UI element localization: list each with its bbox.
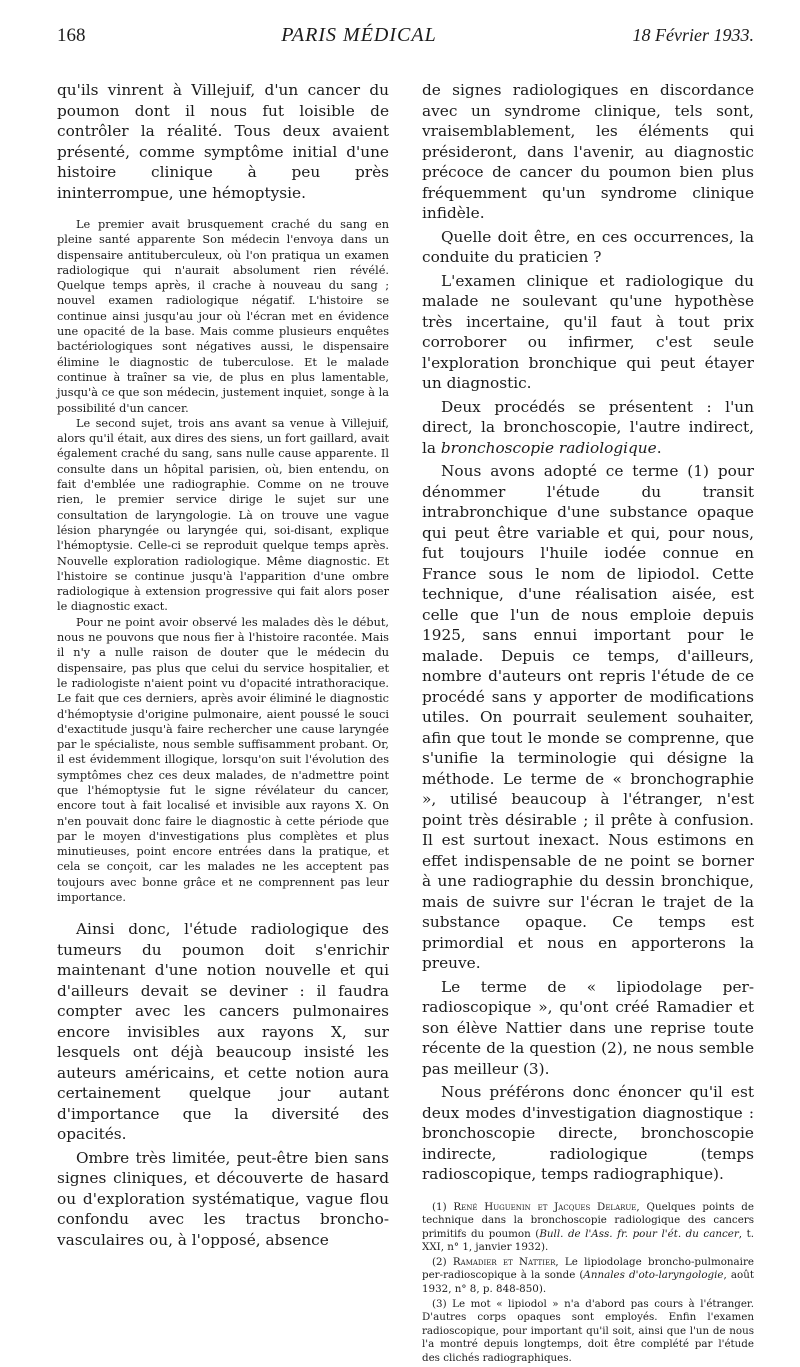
footnote: (3) Le mot « lipiodol » n'a d'abord pas cours à l'étranger. D'autres corps opaques sont employés. Enfin l'examen radioscopique, pour important qu'il soit, ainsi que l'un de nous l'a montré depuis longtemps, doit être complété par l'étude des clichés radiographiques. (422, 1297, 754, 1365)
page-header (57, 24, 754, 68)
left-column (57, 80, 389, 1367)
case-paragraph: Pour ne point avoir observé les malades dès le début, nous ne pouvons que nous fier à l'histoire racontée. Mais il n'y a nulle raison de douter que le médecin du dispensaire, pas plus que celui du service hospitalier, et le radiologiste n'aient point vu d'opacité intrathoracique. Le fait que ces derniers, après avoir éliminé le diagnostic d'hémoptysie d'origine pulmonaire, aient poussé le souci d'exactitude jusqu'à faire rechercher une cause laryngée par le spécialiste, nous semble suffisamment probant. Or, il est évidemment illogique, lorsqu'on suit l'évolution des symptômes chez ces deux malades, de n'admettre point que l'hémoptysie fut le signe révélateur du cancer, encore tout à fait localisé et invisible aux rayons X. On n'en pouvait donc faire le diagnostic à cette période que par le moyen d'investigations plus complètes et plus minutieuses, point encore entrées dans la pratique, et cela se conçoit, car les malades ne les acceptent pas toujours avec bonne grâce et ne comprennent pas leur importance. (57, 615, 389, 905)
italic-term: bronchoscopie radiologique (440, 438, 657, 457)
paragraph: de signes radiologiques en discordance avec un syndrome clinique, tels sont, vraisemblablement, les éléments qui présideront, dans l'avenir, au diagnostic précoce de cancer du poumon bien plus fréquemment qu'un syndrome clinique infidèle. (422, 81, 754, 222)
case-paragraph: Le second sujet, trois ans avant sa venue à Villejuif, alors qu'il était, aux dires des siens, un fort gaillard, avait également craché du sang, sans nulle cause apparente. Il consulte dans un hôpital parisien, où, bien entendu, on fait d'emblée une radiographie. Comme on ne trouve rien, le premier service dirige le sujet sur une consultation de laryngologie. Là on trouve une vague lésion pharyngée ou laryngée qui, soi-disant, explique l'hémoptysie. Celle-ci se reproduit quelque temps après. Nouvelle exploration radiologique. Même diagnostic. Et l'histoire se continue jusqu'à l'apparition d'une ombre radiologique à extension progressive qui fait alors poser le diagnostic exact. (57, 416, 389, 614)
footnote: (2) Ramadier et Nattier, Le lipiodolage broncho-pulmonaire per-radioscopique à la sonde (Annales d'oto-laryngologie, août 1932, n° 8, p. 848-850). (422, 1255, 754, 1296)
paragraph: Ombre très limitée, peut-être bien sans signes cliniques, et découverte de hasard ou d'exploration systématique, vague flou confondu avec les tractus broncho-vasculaires ou, à l'opposé, absence (57, 1148, 389, 1249)
case-reports (57, 217, 389, 905)
paragraph: L'examen clinique et radiologique du malade ne soulevant qu'une hypothèse très incertaine, qu'il faut à tout prix corroborer ou infirmer, c'est seule l'exploration bronchique qui peut étayer un diagnostic. (422, 271, 754, 392)
paragraph: Deux procédés se présentent : l'un direct, la bronchoscopie, l'autre indirect, la bronchoscopie radiologique. (422, 397, 754, 457)
right-column (422, 80, 754, 1367)
paragraph: Quelle doit être, en ces occurrences, la conduite du praticien ? (422, 227, 754, 266)
page-number: 168 (57, 25, 86, 46)
case-paragraph: Le premier avait brusquement craché du sang en pleine santé apparente Son médecin l'envoya dans un dispensaire antituberculeux, où l'on pratiqua un examen radiologique qui n'aurait absolument rien révélé. Quelque temps après, il crache à nouveau du sang ; nouvel examen radiologique négatif. L'histoire se continue ainsi jusqu'au jour où l'écran met en évidence une opacité de la base. Mais comme plusieurs enquêtes bactériologiques sont négatives aussi, le dispensaire élimine le diagnostic de tuberculose. Et le malade continue à traîner sa vie, de plus en plus lamentable, jusqu'à ce que son médecin, justement inquiet, songe à la possibilité d'un cancer. (57, 218, 389, 415)
paragraph: Nous avons adopté ce terme (1) pour dénommer l'étude du transit intrabronchique d'une substance opaque qui peut être variable et qui, pour nous, fut toujours l'huile iodée connue en France sous le nom de lipiodol. Cette technique, d'une réalisation aisée, est celle que l'un de nous emploie depuis 1925, sans ennui important pour le malade. Depuis ce temps, d'ailleurs, nombre d'auteurs ont repris l'étude de ce procédé sans y apporter de modifications utiles. On pourrait seulement souhaiter, afin que tout le monde se comprenne, que s'unifie la terminologie qui désigne la méthode. Le terme de « bronchographie », utilisé beaucoup à l'étranger, n'est point très désirable ; il prête à confusion. Il est surtout inexact. Nous estimons en effet indispensable de ne point se borner à une radiographie du dessin bronchique, mais de suivre sur l'écran le trajet de la substance opaque. Ce temps est primordial et nous en apporterons la preuve. (422, 462, 754, 972)
issue-date: 18 Février 1933. (632, 25, 754, 45)
running-title: PARIS MÉDICAL (281, 24, 437, 46)
text-columns (57, 80, 754, 1367)
paragraph: Ainsi donc, l'étude radiologique des tumeurs du poumon doit s'enrichir maintenant d'une notion nouvelle et qui d'ailleurs devait se deviner : il faudra compter avec les cancers pulmonaires encore invisibles aux rayons X, sur lesquels ont déjà beaucoup insisté les auteurs américains, et cette notion aura certainement quelque jour autant d'importance que la diversité des opacités. (57, 920, 389, 1144)
paragraph: Le terme de « lipiodolage per-radioscopique », qu'ont créé Ramadier et son élève Nattier dans une reprise toute récente de la question (2), ne nous semble pas meilleur (3). (422, 977, 754, 1078)
footnotes (422, 1201, 754, 1366)
paragraph: Nous préférons donc énoncer qu'il est deux modes d'investigation diagnostique : bronchoscopie directe, bronchoscopie indirecte, radiologique (temps radioscopique, temps radiographique). (422, 1083, 754, 1183)
paragraph: qu'ils vinrent à Villejuif, d'un cancer du poumon dont il nous fut loisible de contrôler la réalité. Tous deux avaient présenté, comme symptôme initial d'une histoire clinique à peu près ininterrompue, une hémoptysie. (57, 81, 389, 202)
footnote: (1) René Huguenin et Jacques Delarue, Quelques points de technique dans la bronchoscopie radiologique des cancers primitifs du poumon (Bull. de l'Ass. fr. pour l'ét. du cancer, t. XXI, n° 1, janvier 1932). (422, 1200, 755, 1254)
